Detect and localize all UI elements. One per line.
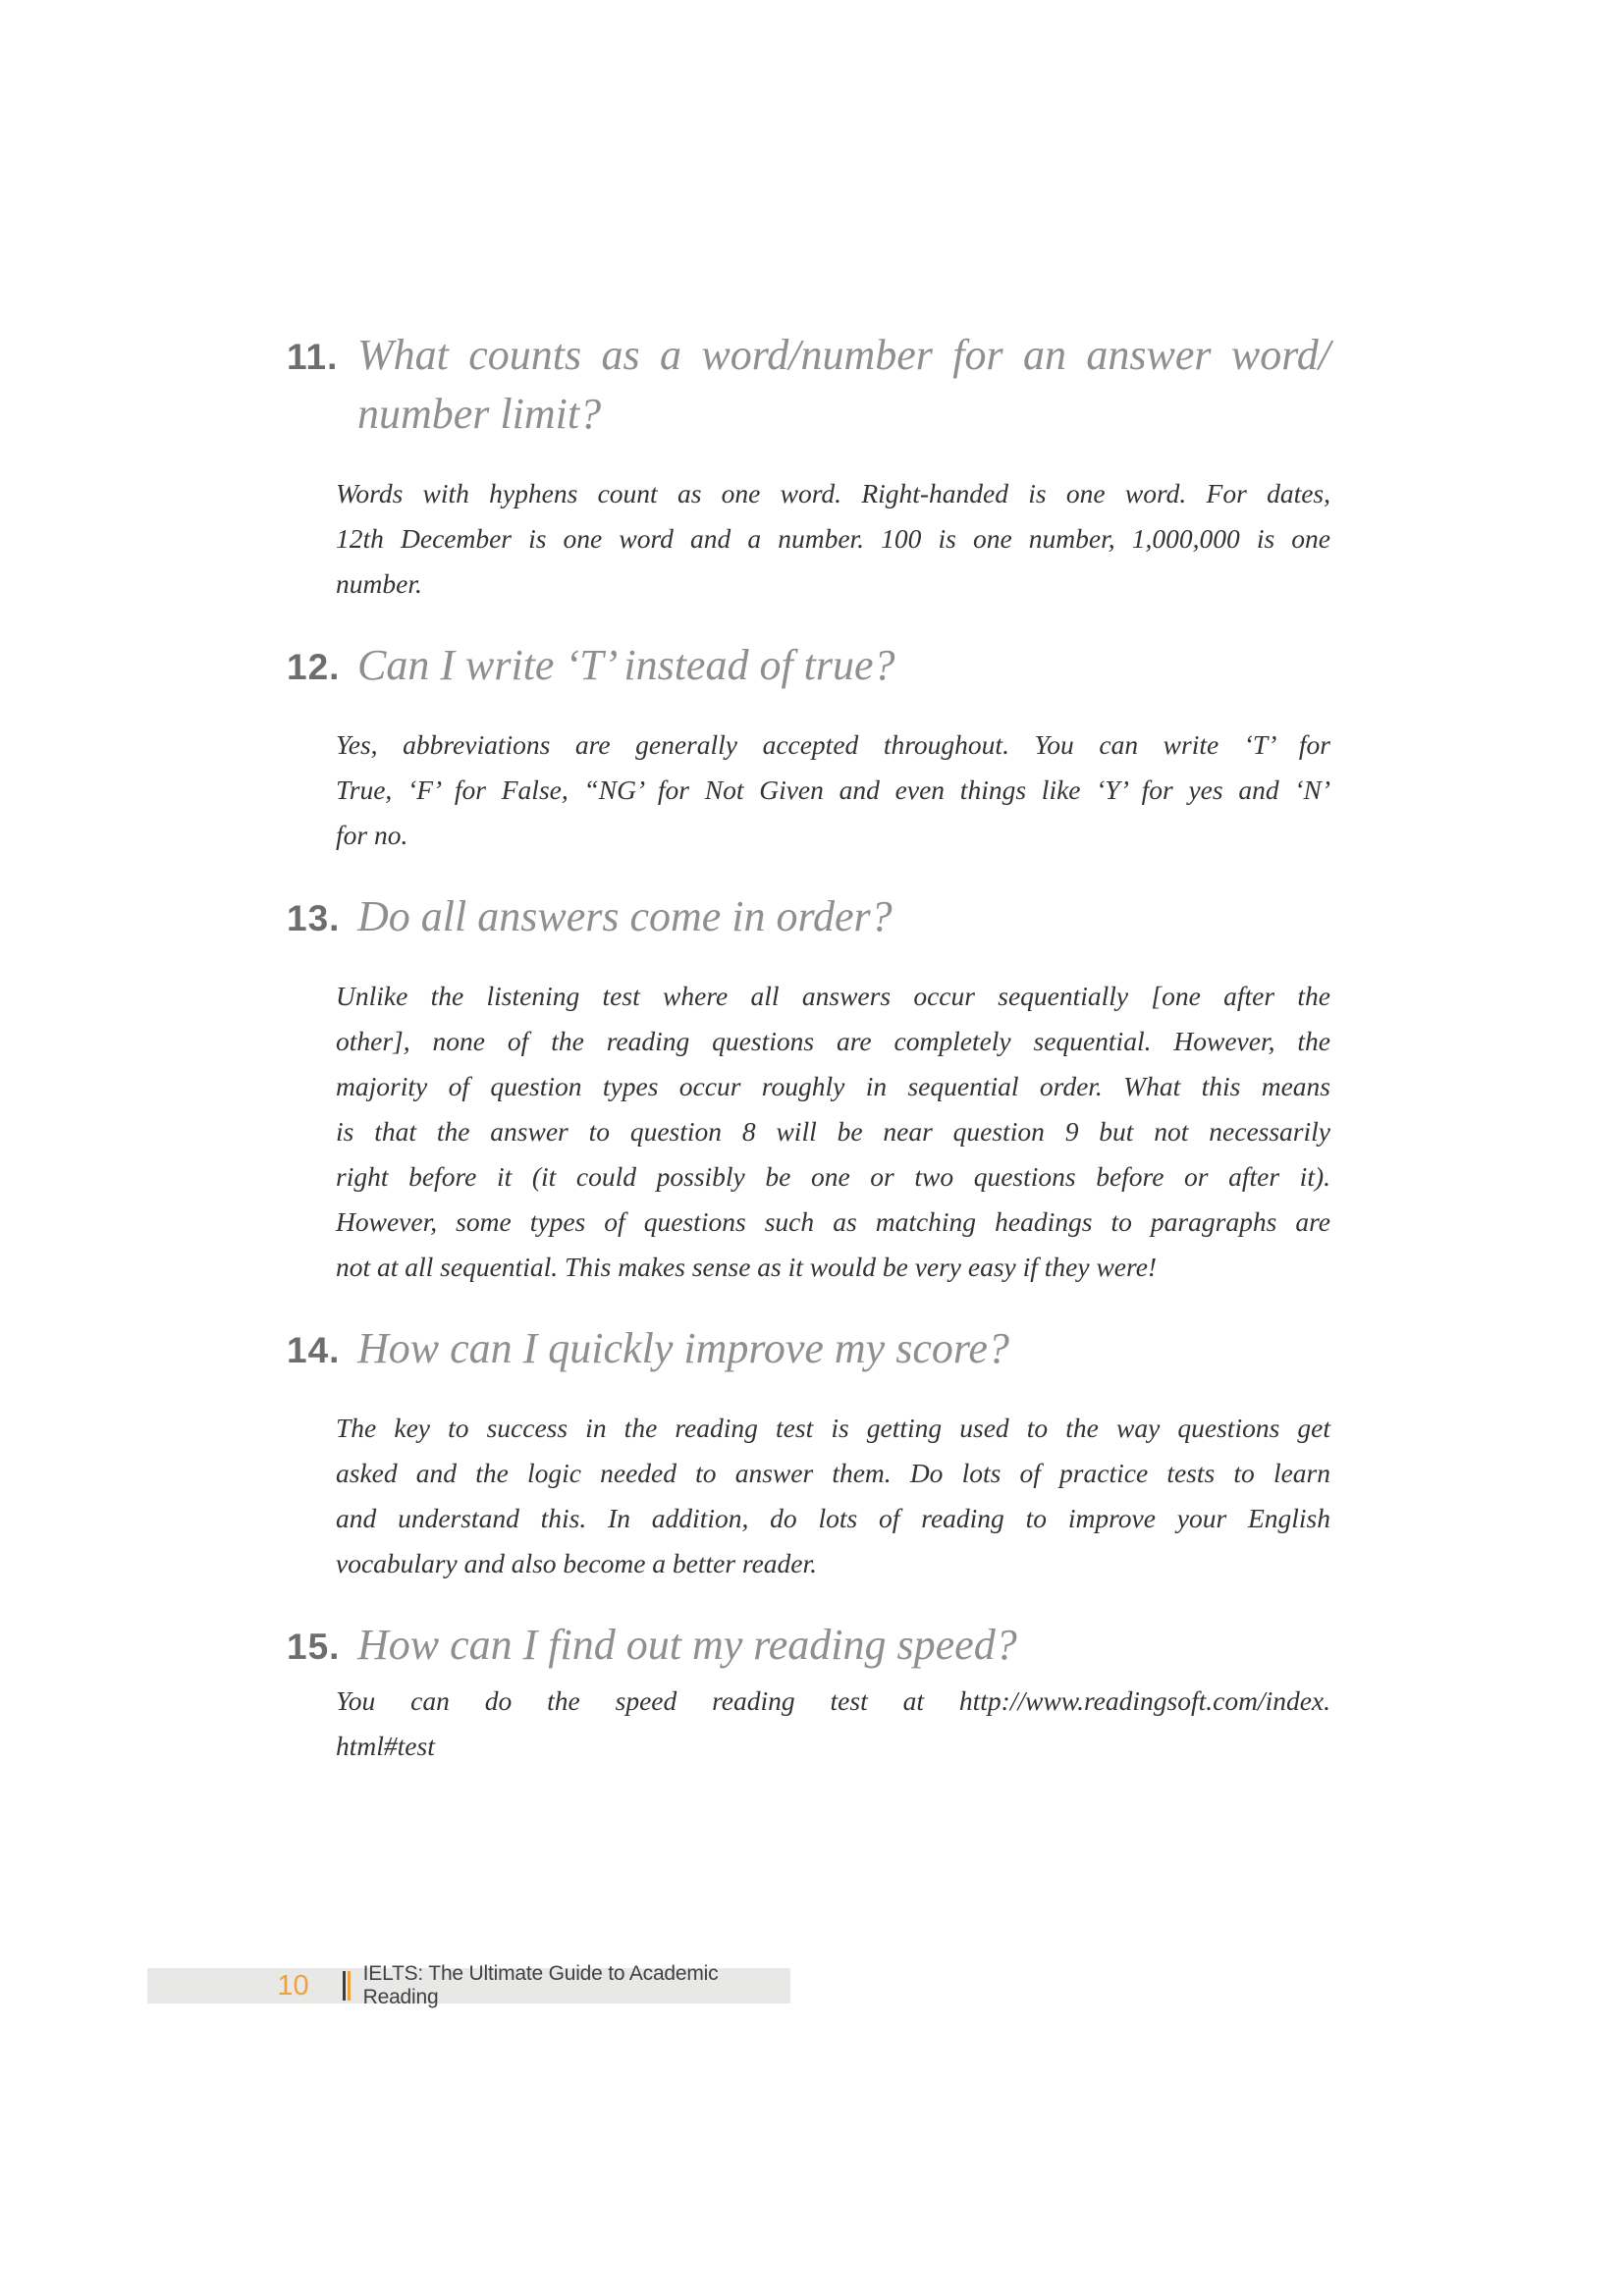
page-number: 10: [277, 1969, 309, 2002]
answer-line: number.: [336, 568, 422, 599]
answer-line: is that the answer to question 8 will be near question 9 but not necessarily: [336, 1116, 1330, 1147]
faq-list: [287, 326, 1330, 1769]
question-title: [357, 887, 1330, 946]
answer-paragraph: [336, 974, 1330, 1290]
question-number: 13.: [287, 898, 341, 938]
question-number: 11.: [287, 337, 339, 377]
answer-line: 12th December is one word and a number. 100 is one number, 1,000,000 is one: [336, 523, 1330, 554]
answer-line: asked and the logic needed to answer them. Do lots of practice tests to learn: [336, 1458, 1330, 1488]
answer-line: for no.: [336, 820, 408, 850]
question-number: 12.: [287, 647, 341, 687]
answer-line: You can do the speed reading test at http://www.readingsoft.com/index.: [336, 1685, 1330, 1716]
footer-divider-icon: [343, 1971, 351, 2001]
answer-line: and understand this. In addition, do lots of reading to improve your English: [336, 1503, 1330, 1533]
question-line: number limit?: [357, 390, 602, 438]
question-line: How can I quickly improve my score?: [357, 1324, 1009, 1372]
question-title: [357, 636, 1330, 695]
faq-item: [287, 636, 1330, 858]
question-line: How can I find out my reading speed?: [357, 1621, 1017, 1669]
answer-line: Yes, abbreviations are generally accepted throughout. You can write ‘T’ for: [336, 729, 1330, 760]
question-line: Do all answers come in order?: [357, 892, 893, 940]
question-title: [357, 1616, 1330, 1675]
answer-paragraph: [336, 722, 1330, 858]
answer-line: Unlike the listening test where all answers occur sequentially [one after the: [336, 981, 1330, 1011]
answer-paragraph: [336, 1679, 1330, 1769]
faq-item: [287, 1616, 1330, 1769]
question-line: Can I write ‘T’ instead of true?: [357, 641, 895, 689]
answer-paragraph: [336, 1406, 1330, 1586]
answer-line: However, some types of questions such as matching headings to paragraphs are: [336, 1206, 1330, 1237]
answer-line: other], none of the reading questions are completely sequential. However, the: [336, 1026, 1330, 1056]
answer-line: majority of question types occur roughly in sequential order. What this means: [336, 1071, 1330, 1101]
faq-item: [287, 887, 1330, 1290]
answer-line: right before it (it could possibly be one or two questions before or after it).: [336, 1161, 1330, 1192]
question-title: [357, 326, 1330, 444]
footer-bar: [147, 1962, 790, 2008]
answer-line: The key to success in the reading test is getting used to the way questions get: [336, 1413, 1330, 1443]
question-heading: [287, 887, 1330, 946]
answer-line: vocabulary and also become a better reader.: [336, 1548, 818, 1578]
question-heading: [287, 1319, 1330, 1378]
question-line: What counts as a word/number for an answer word/: [357, 331, 1330, 379]
question-heading: [287, 326, 1330, 444]
book-title: IELTS: The Ultimate Guide to Academic Reading: [362, 1962, 719, 2008]
question-title: [357, 1319, 1330, 1378]
question-number: 15.: [287, 1627, 341, 1667]
question-heading: [287, 1616, 1330, 1675]
faq-item: [287, 1319, 1330, 1586]
answer-line: True, ‘F’ for False, “NG’ for Not Given and even things like ‘Y’ for yes and ‘N’: [336, 774, 1330, 805]
answer-line: not at all sequential. This makes sense as it would be very easy if they were!: [336, 1252, 1158, 1282]
faq-item: [287, 326, 1330, 607]
footer-divider-orange-line: [348, 1971, 351, 2001]
answer-paragraph: [336, 471, 1330, 607]
footer-divider-dark-line: [343, 1971, 346, 2001]
answer-line: html#test: [336, 1731, 435, 1761]
answer-line: Words with hyphens count as one word. Right-handed is one word. For dates,: [336, 478, 1330, 508]
question-heading: [287, 636, 1330, 695]
question-number: 14.: [287, 1330, 341, 1370]
